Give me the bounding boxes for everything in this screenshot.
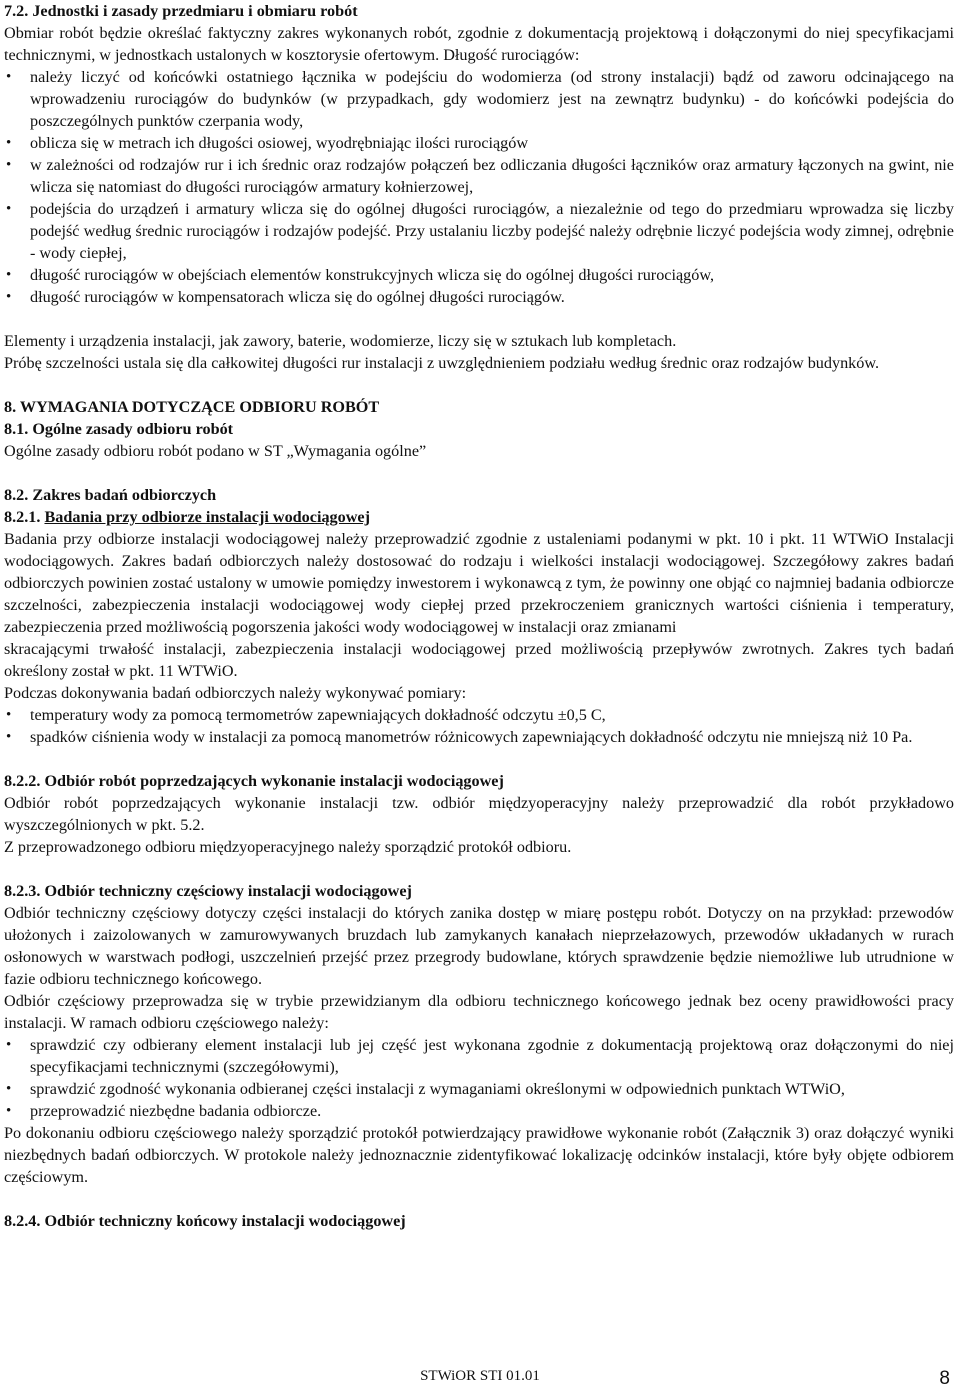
section-8-2-1-text-3: Podczas dokonywania badań odbiorczych należy wykonywać pomiary: <box>4 684 467 702</box>
section-8-2-3-heading <box>4 880 954 902</box>
list-item: • długość rurociągów w obejściach elementów konstrukcyjnych wlicza się do ogólnej długości rurociągów, <box>4 264 954 286</box>
section-8-2-3-text-3: Po dokonaniu odbioru częściowego należy sporządzić protokół potwierdzający prawidłowe wykonanie robót (Załącznik 3) oraz dołączyć wyniki niezbędnych badań odbiorczych. W protokole należy jednoznacznie zidentyfikować lokalizację odcinków instalacji, które były objęte odbiorem częściowym. <box>4 1124 954 1186</box>
section-8-1-heading: 8.1. Ogólne zasady odbioru robót <box>4 420 234 438</box>
section-8-2-2-text-2: Z przeprowadzonego odbioru międzyoperacyjnego należy sporządzić protokół odbioru. <box>4 838 572 856</box>
list-item: • spadków ciśnienia wody w instalacji za pomocą manometrów różnicowych zapewniających dokładność odczytu nie mniejszą niż 10 Pa. <box>4 726 954 748</box>
list-item: • przeprowadzić niezbędne badania odbiorcze. <box>4 1100 954 1122</box>
section-8-2-1-text: Badania przy odbiorze instalacji wodociągowej należy przeprowadzić zgodnie z ustaleniami podanymi w pkt. 10 i pkt. 11 WTWiO Instalacji wodociągowych. Zakres badań odbiorczych należy dostosować do rodzaju i wielkości instalacji wodociągowej. Szczegółowy zakres badań odbiorczych powinien zostać ustalony w umowie pomiędzy inwestorem i wykonawcą z tym, że powinny one objąć co najmniej badania odbiorcze szczelności, zabezpieczenia instalacji wodociągowej wody ciepłej przed przekroczeniem granicznych wartości ciśnienia i temperatury, zabezpieczenia przed możliwością pogorszenia jakości wody wodociągowej w instalacji oraz zmianami <box>4 530 954 636</box>
list-item: • temperatury wody za pomocą termometrów zapewniających dokładność odczytu ±0,5 C, <box>4 704 954 726</box>
section-title: Odbiór robót poprzedzających wykonanie instalacji wodociągowej <box>44 772 504 790</box>
section-8-2-2-heading <box>4 770 954 792</box>
page-footer <box>0 1364 960 1390</box>
list-item: • należy liczyć od końcówki ostatniego łącznika w podejściu do wodomierza (od strony instalacji) bądź od zaworu odcinającego na wprowadzeniu rurociągów do budynków (w przypadkach, gdy wodomierz jest na zewnątrz budynku) - do końcówki podejścia do poszczególnych punktów czerpania wody, <box>4 66 954 132</box>
partial-acceptance-list <box>4 1034 954 1122</box>
section-8-2-3-text-2: Odbiór częściowy przeprowadza się w trybie przewidzianym dla odbioru technicznego końcowego jednak bez oceny prawidłowości pracy instalacji. W ramach odbioru częściowego należy: <box>4 992 954 1032</box>
pipe-length-rules-list <box>4 66 954 308</box>
list-item: • oblicza się w metrach ich długości osiowej, wyodrębniając ilości rurociągów <box>4 132 954 154</box>
section-number: 8.2.3. <box>4 882 41 900</box>
list-item: • długość rurociągów w kompensatorach wlicza się do ogólnej długości rurociągów. <box>4 286 954 308</box>
section-8-2-3-text: Odbiór techniczny częściowy dotyczy części instalacji do których zanika dostęp w miarę postępu robót. Dotyczy on na przykład: przewodów ułożonych i zaizolowanych w zamurowywanych bruzdach lub zamykanych kanałach nieprzełazowych, przewodów układanych w rurach osłonowych w warstwach podłogi, uszczelnień przejść przez przegrody budowlane, których sprawdzenie będzie niemożliwe lub utrudnione w fazie odbioru technicznego końcowego. <box>4 904 954 988</box>
section-title: Badania przy odbiorze instalacji wodociągowej <box>44 508 371 526</box>
section-number: 8.2.2. <box>4 772 41 790</box>
section-8-2-1-text-2: skracającymi trwałość instalacji, zabezpieczenia instalacji wodociągowej przed możliwością przepływów zwrotnych. Zakres tych badań określony został w pkt. 11 WTWiO. <box>4 640 954 680</box>
section-8-2-4-heading: 8.2.4. Odbiór techniczny końcowy instalacji wodociągowej <box>4 1212 406 1230</box>
section-7-2-intro: Obmiar robót będzie określać faktyczny zakres wykonanych robót, zgodnie z dokumentacją projektową i dołączonymi do niej specyfikacjami technicznymi, w jednostkach ustalonych w kosztorysie ofertowym. Długość rurociągów: <box>4 24 954 64</box>
section-title: Odbiór techniczny częściowy instalacji wodociągowej <box>44 882 412 900</box>
section-8-2-1-heading <box>4 506 954 528</box>
section-8-heading: 8. WYMAGANIA DOTYCZĄCE ODBIORU ROBÓT <box>4 398 380 416</box>
section-7-2-heading: 7.2. Jednostki i zasady przedmiaru i obmiaru robót <box>4 2 358 20</box>
measurements-list <box>4 704 954 748</box>
list-item: • podejścia do urządzeń i armatury wlicza się do ogólnej długości rurociągów, a niezależnie od tego do przedmiaru wprowadza się liczby podejść według średnic rurociągów i rodzajów podejść. Przy ustalaniu liczby podejść należy odrębnie liczyć podejścia wody zimnej, odrębnie - wody ciepłej, <box>4 198 954 264</box>
list-item: • sprawdzić zgodność wykonania odbieranej części instalacji z wymaganiami określonymi w odpowiednich punktach WTWiO, <box>4 1078 954 1100</box>
page-number: 8 <box>939 1368 950 1389</box>
section-8-2-2-text: Odbiór robót poprzedzających wykonanie instalacji tzw. odbiór międzyoperacyjny należy przeprowadzić dla robót przykładowo wyszczególnionych w pkt. 5.2. <box>4 794 954 834</box>
elements-count-paragraph: Elementy i urządzenia instalacji, jak zawory, baterie, wodomierze, liczy się w sztukach lub kompletach. <box>4 332 677 350</box>
document-code: STWiOR STI 01.01 <box>420 1368 540 1384</box>
list-item: • sprawdzić czy odbierany element instalacji lub jej część jest wykonana zgodnie z dokumentacją projektową oraz dołączonymi do niej specyfikacjami technicznymi (szczegółowymi), <box>4 1034 954 1078</box>
section-8-2-heading: 8.2. Zakres badań odbiorczych <box>4 486 217 504</box>
section-number: 8.2.1. <box>4 508 41 526</box>
list-item: • w zależności od rodzajów rur i ich średnic oraz rodzajów połączeń bez odliczania długości łączników oraz armatury łączonych na gwint, nie wlicza się natomiast do długości rurociągów armatury kołnierzowej, <box>4 154 954 198</box>
section-8-1-text: Ogólne zasady odbioru robót podano w ST „Wymagania ogólne” <box>4 442 427 460</box>
leak-test-paragraph: Próbę szczelności ustala się dla całkowitej długości rur instalacji z uwzględnieniem podziału według średnic oraz rodzajów budynków. <box>4 354 880 372</box>
